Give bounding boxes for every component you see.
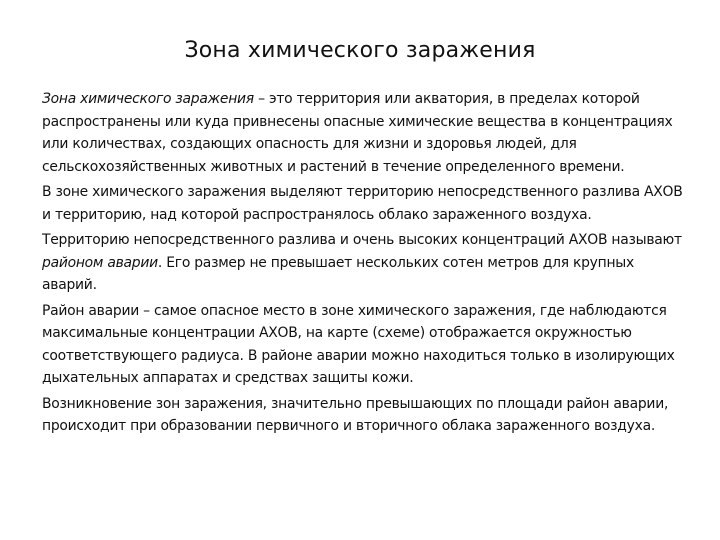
definition-text: – это территория или акватория, в пределах которой распространены или куда привнесены опасные химические вещества в концентрациях или количествах, создающих опасность для жизни и здоровья людей, для сельскохозяйственных животных и растений в течение определенного времени.	[42, 91, 673, 175]
paragraph-accident-area-danger	[42, 300, 692, 390]
paragraph-accident-area	[42, 229, 692, 297]
accident-area-text-before: Территорию непосредственного разлива и очень высоких концентраций АХОВ называют	[42, 232, 682, 248]
paragraph-contamination-zones-origin	[42, 393, 692, 438]
accident-area-danger-text: Район аварии – самое опасное место в зоне химического заражения, где наблюдаются максимальные концентрации АХОВ, на карте (схеме) отображается окружностью соответствующего радиуса. В районе аварии можно находиться только в изолирующих дыхательных аппаратах и средствах защиты кожи.	[42, 302, 675, 386]
slide-body	[42, 88, 692, 441]
zone-territories-text: В зоне химического заражения выделяют территорию непосредственного разлива АХОВ и территорию, над которой распространялось облако зараженного воздуха.	[42, 184, 683, 223]
paragraph-definition	[42, 88, 692, 178]
accident-area-text-after: . Его размер не превышает нескольких сотен метров для крупных аварий.	[42, 254, 634, 293]
slide-title: Зона химического заражения	[184, 38, 536, 63]
term-accident-area: районом аварии	[42, 254, 158, 271]
contamination-zones-origin-text: Возникновение зон заражения, значительно превышающих по площади район аварии, происходит при образовании первичного и вторичного облака зараженного воздуха.	[42, 395, 669, 434]
paragraph-zone-territories	[42, 181, 692, 226]
term-chemical-contamination-zone: Зона химического заражения	[42, 91, 254, 107]
